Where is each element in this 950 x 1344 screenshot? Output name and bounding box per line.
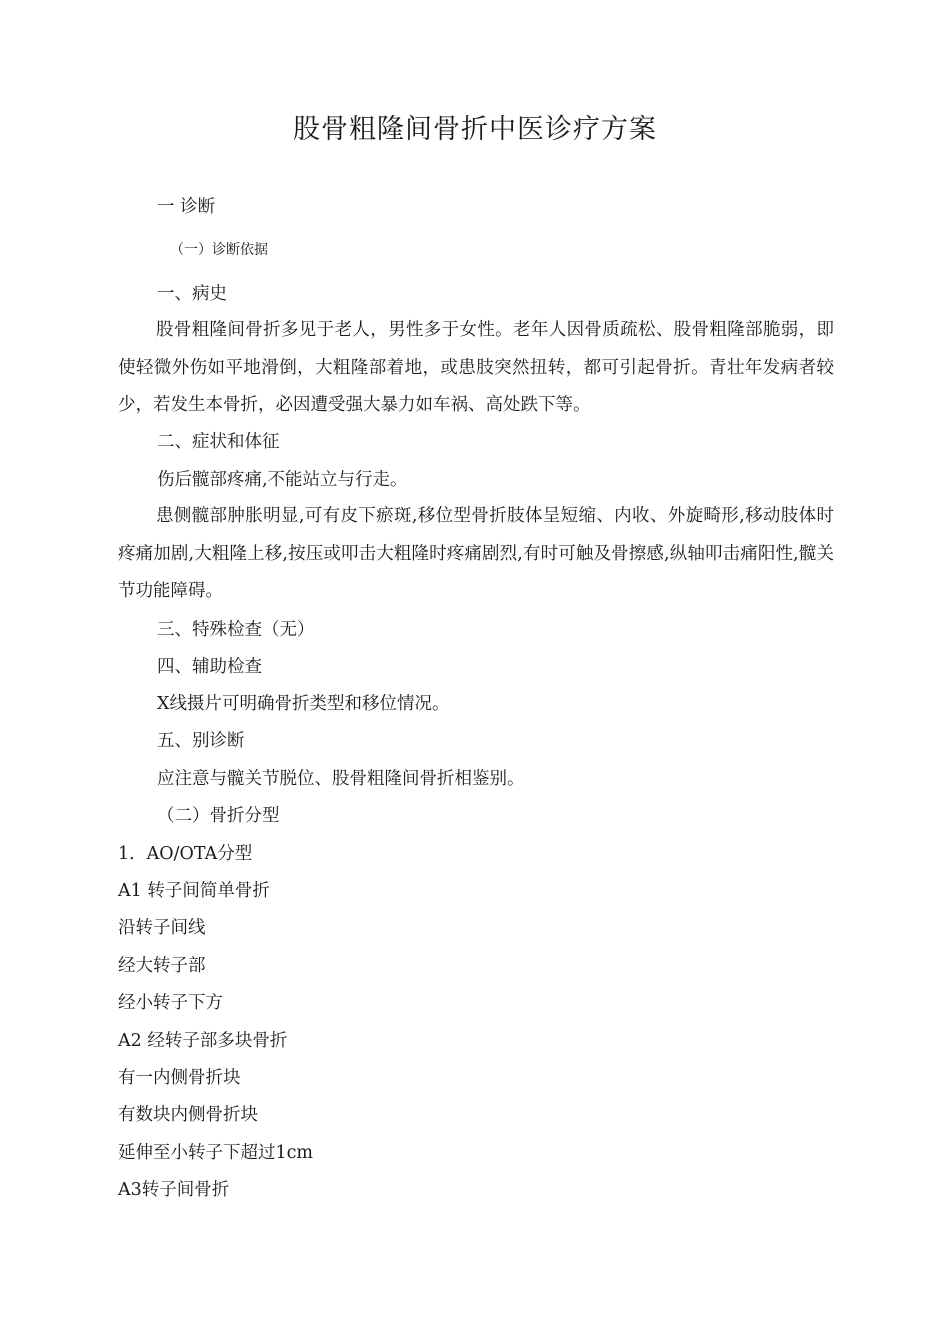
section-heading-diagnosis: 一 诊断 (157, 197, 216, 217)
list-item-a1-2: 经大转子部 (118, 956, 206, 976)
heading-aux-exam: 四、辅助检查 (157, 657, 262, 677)
heading-symptoms: 二、症状和体征 (157, 432, 280, 452)
heading-differential: 五、别诊断 (157, 731, 245, 751)
list-item-a3: A3转子间骨折 (118, 1180, 230, 1200)
list-item-a1-3: 经小转子下方 (118, 993, 223, 1013)
paragraph-history: 股骨粗隆间骨折多见于老人，男性多于女性。老年人因骨质疏松、股骨粗隆部脆弱，即使轻微外伤如平地滑倒，大粗隆部着地，或患肢突然扭转，都可引起骨折。青壮年发病者较少，若发生本骨折，必因遭受强大暴力如车祸、高处跌下等。 (118, 320, 834, 415)
list-item-a1: A1 转子间简单骨折 (118, 881, 270, 901)
paragraph-symptoms-1: 伤后髋部疼痛,不能站立与行走。 (157, 470, 408, 490)
list-item-a2: A2 经转子部多块骨折 (118, 1031, 288, 1051)
list-item-a2-3: 延伸至小转子下超过1cm (118, 1143, 314, 1163)
list-item-a2-1: 有一内侧骨折块 (118, 1068, 241, 1088)
paragraph-symptoms-2: 患侧髋部肿胀明显,可有皮下瘀斑,移位型骨折肢体呈短缩、内收、外旋畸形,移动肢体时疼痛加剧,大粗隆上移,按压或叩击大粗隆时疼痛剧烈,有时可触及骨擦感,纵轴叩击痛阳性,髋关节功能障碍。 (118, 506, 834, 601)
heading-history: 一、病史 (157, 284, 227, 304)
heading-special-exam: 三、特殊检查（无） (157, 620, 315, 640)
list-item-a1-1: 沿转子间线 (118, 918, 206, 938)
subsection-diagnostic-basis: （一）诊断依据 (170, 242, 268, 258)
document-title: 股骨粗隆间骨折中医诊疗方案 (293, 114, 657, 145)
paragraph-differential: 应注意与髋关节脱位、股骨粗隆间骨折相鉴别。 (157, 769, 525, 789)
classification-heading: 1．AO/OTA分型 (118, 844, 253, 864)
subsection-classification: （二）骨折分型 (157, 806, 280, 826)
list-item-a2-2: 有数块内侧骨折块 (118, 1105, 258, 1125)
paragraph-aux-exam: X线摄片可明确骨折类型和移位情况。 (157, 694, 450, 714)
